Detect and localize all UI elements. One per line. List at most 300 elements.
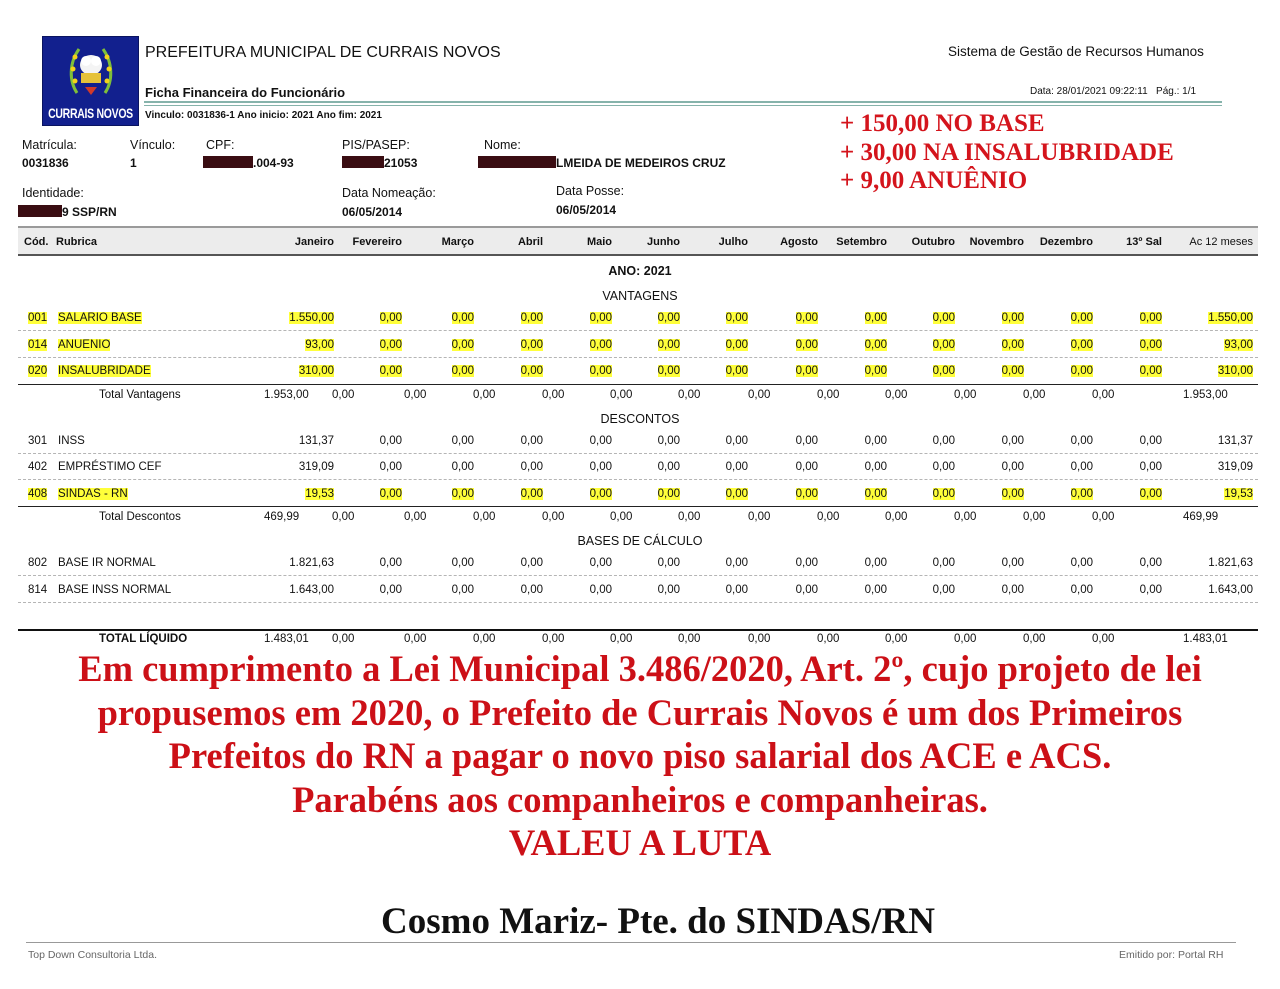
value-text: 0,00 <box>1139 487 1162 500</box>
note-line: + 30,00 NA INSALUBRIDADE <box>840 138 1174 166</box>
value-cell <box>817 312 887 324</box>
value-text: 0,00 <box>932 434 955 447</box>
value-cell <box>1183 312 1253 324</box>
value-cell <box>264 435 334 447</box>
row-code <box>28 488 47 500</box>
value-text: 0,00 <box>932 365 955 377</box>
value-cell <box>1023 633 1045 645</box>
value-cell <box>473 584 543 596</box>
value-cell <box>748 511 770 523</box>
value-cell <box>678 557 748 569</box>
value-text: 131,37 <box>298 434 334 447</box>
value-cell <box>542 633 564 645</box>
value-cell <box>885 435 955 447</box>
nome-label: Nome: <box>484 138 521 152</box>
value-text: 1.643,00 <box>289 583 334 596</box>
value-text: 0,00 <box>451 312 474 324</box>
value-text: 0,00 <box>542 633 565 645</box>
value-cell <box>885 312 955 324</box>
value-text: 0,00 <box>932 557 955 569</box>
value-cell <box>1183 389 1228 401</box>
value-cell <box>678 511 700 523</box>
year-title: ANO: 2021 <box>608 264 672 278</box>
value-text: 0,00 <box>473 511 496 523</box>
table-row <box>18 358 1258 384</box>
table-row <box>18 305 1258 331</box>
value-text: 0,00 <box>1070 312 1093 324</box>
section-title: BASES DE CÁLCULO <box>577 534 703 548</box>
value-cell <box>678 584 748 596</box>
value-text: 0,00 <box>1139 338 1162 351</box>
value-text: 0,00 <box>451 365 474 377</box>
value-cell <box>817 633 839 645</box>
value-cell <box>264 633 309 645</box>
col-header-rubrica: Rubrica <box>56 236 97 248</box>
value-text: 0,00 <box>404 388 427 401</box>
value-cell <box>1092 584 1162 596</box>
value-cell <box>404 435 474 447</box>
value-text: 1.550,00 <box>289 312 334 324</box>
value-text: 0,00 <box>451 338 474 351</box>
table-row <box>18 332 1258 358</box>
value-text: 0,00 <box>1139 461 1162 473</box>
value-text: 0,00 <box>1023 511 1046 523</box>
value-cell <box>542 557 612 569</box>
value-text: 319,09 <box>1217 461 1253 473</box>
value-cell <box>473 557 543 569</box>
value-cell <box>610 435 680 447</box>
value-cell <box>1183 461 1253 473</box>
value-text: 0,00 <box>748 388 771 401</box>
value-text: 0,00 <box>657 461 680 473</box>
value-text: 0,00 <box>379 583 402 596</box>
value-text: 469,99 <box>1183 511 1219 523</box>
value-cell <box>1092 633 1114 645</box>
value-cell <box>610 365 680 377</box>
value-text: 19,53 <box>1224 487 1253 500</box>
value-text: 0,00 <box>1139 312 1162 324</box>
value-cell <box>332 511 354 523</box>
pis-value <box>342 156 417 170</box>
page-number: Pág.: 1/1 <box>1156 86 1197 97</box>
value-text: 0,00 <box>657 557 680 569</box>
section-title: VANTAGENS <box>602 289 678 303</box>
vinculo-line: Vinculo: 0031836-1 Ano inicio: 2021 Ano fim: 2021 <box>145 110 382 121</box>
matricula-label: Matrícula: <box>22 138 77 152</box>
col-header-month: Junho <box>647 236 680 248</box>
value-text: 0,00 <box>1001 487 1024 500</box>
value-text: 0,00 <box>473 633 496 645</box>
value-text: 0,00 <box>1092 388 1115 401</box>
value-cell <box>542 365 612 377</box>
value-cell <box>264 557 334 569</box>
value-text: 0,00 <box>932 487 955 500</box>
value-text: 319,09 <box>298 461 334 473</box>
value-text: 0,00 <box>379 365 402 377</box>
value-text: 0,00 <box>748 511 771 523</box>
total-row <box>18 384 1258 408</box>
value-cell <box>954 365 1024 377</box>
posse-value: 06/05/2014 <box>556 203 617 217</box>
value-text: 0,00 <box>1092 511 1115 523</box>
value-text: 1.953,00 <box>264 388 309 401</box>
value-cell <box>678 488 748 500</box>
value-cell <box>610 557 680 569</box>
value-cell <box>1023 365 1093 377</box>
value-cell <box>817 584 887 596</box>
value-cell <box>404 339 474 351</box>
value-text: 0,00 <box>610 511 633 523</box>
row-code-text: 814 <box>28 583 48 596</box>
value-cell <box>542 312 612 324</box>
value-text: 0,00 <box>610 633 633 645</box>
row-code <box>28 365 47 377</box>
row-rubrica-text: ANUENIO <box>58 338 111 351</box>
row-rubrica <box>58 461 162 473</box>
nomeacao-label: Data Nomeação: <box>342 186 436 200</box>
value-text: 0,00 <box>1139 434 1162 447</box>
value-cell <box>332 488 402 500</box>
col-header-month: Maio <box>586 236 612 248</box>
value-cell <box>817 389 839 401</box>
value-cell <box>1183 511 1218 523</box>
redaction-mark <box>478 156 556 168</box>
value-text: 0,00 <box>1001 461 1024 473</box>
value-text: 0,00 <box>657 583 680 596</box>
value-text: 0,00 <box>748 633 771 645</box>
value-cell <box>954 488 1024 500</box>
value-text: 0,00 <box>451 583 474 596</box>
value-text: 0,00 <box>864 312 887 324</box>
value-cell <box>748 339 818 351</box>
value-cell <box>264 312 334 324</box>
value-cell <box>954 461 1024 473</box>
value-cell <box>1183 488 1253 500</box>
value-text: 0,00 <box>885 633 908 645</box>
value-cell <box>1023 557 1093 569</box>
value-text: 0,00 <box>795 461 818 473</box>
value-cell <box>610 389 632 401</box>
value-text: 0,00 <box>589 365 612 377</box>
value-text: 0,00 <box>725 312 748 324</box>
note-line: + 150,00 NO BASE <box>840 110 1045 137</box>
message-line: Prefeitos do RN a pagar o novo piso salarial dos ACE e ACS. <box>168 735 1112 776</box>
value-cell <box>678 461 748 473</box>
value-text: 0,00 <box>379 312 402 324</box>
value-text: 0,00 <box>1139 583 1162 596</box>
value-text: 310,00 <box>298 365 334 377</box>
value-cell <box>885 557 955 569</box>
value-text: 0,00 <box>1070 434 1093 447</box>
value-text: 0,00 <box>725 365 748 377</box>
value-cell <box>404 511 426 523</box>
value-cell <box>1092 488 1162 500</box>
value-cell <box>1023 389 1045 401</box>
value-text: 1.550,00 <box>1208 312 1253 324</box>
value-text: 0,00 <box>379 461 402 473</box>
table-row <box>18 577 1258 603</box>
value-cell <box>264 461 334 473</box>
value-cell <box>954 633 976 645</box>
value-text: 0,00 <box>725 461 748 473</box>
salary-increase-note <box>840 110 1174 196</box>
value-text: 0,00 <box>795 338 818 351</box>
value-cell <box>542 339 612 351</box>
value-cell <box>748 488 818 500</box>
value-text: 0,00 <box>725 557 748 569</box>
value-cell <box>404 312 474 324</box>
row-code-text: 014 <box>28 338 48 351</box>
value-text: 0,00 <box>795 365 818 377</box>
value-text: 0,00 <box>864 583 887 596</box>
value-cell <box>1092 365 1162 377</box>
value-text: 19,53 <box>305 487 334 500</box>
col-header-code: Cód. <box>24 236 49 248</box>
value-cell <box>817 557 887 569</box>
value-cell <box>473 488 543 500</box>
value-cell <box>954 511 976 523</box>
table-row <box>18 454 1258 480</box>
value-cell <box>1023 488 1093 500</box>
value-text: 0,00 <box>520 365 543 377</box>
table-row <box>18 428 1258 454</box>
value-cell <box>1183 584 1253 596</box>
value-text: 0,00 <box>795 434 818 447</box>
value-text: 93,00 <box>305 338 334 351</box>
value-cell <box>1023 584 1093 596</box>
value-text: 0,00 <box>954 388 977 401</box>
value-cell <box>817 365 887 377</box>
value-text: 0,00 <box>725 583 748 596</box>
value-cell <box>264 339 334 351</box>
table-row <box>18 550 1258 576</box>
value-text: 0,00 <box>332 633 355 645</box>
cpf-visible-part: .004-93 <box>253 156 294 170</box>
value-cell <box>885 339 955 351</box>
value-text: 0,00 <box>379 338 402 351</box>
value-text: 0,00 <box>885 388 908 401</box>
value-text: 0,00 <box>589 557 612 569</box>
value-cell <box>332 557 402 569</box>
value-text: 0,00 <box>864 487 887 500</box>
value-cell <box>678 435 748 447</box>
value-cell <box>542 584 612 596</box>
value-cell <box>885 461 955 473</box>
value-cell <box>404 557 474 569</box>
value-cell <box>678 339 748 351</box>
value-cell <box>332 339 402 351</box>
value-text: 0,00 <box>795 583 818 596</box>
row-code-text: 020 <box>28 365 48 377</box>
value-cell <box>332 435 402 447</box>
value-text: 310,00 <box>1217 365 1253 377</box>
row-code <box>28 435 47 447</box>
value-text: 0,00 <box>332 388 355 401</box>
value-cell <box>748 389 770 401</box>
org-name: PREFEITURA MUNICIPAL DE CURRAIS NOVOS <box>145 44 501 61</box>
value-cell <box>542 511 564 523</box>
pis-label: PIS/PASEP: <box>342 138 410 152</box>
total-label: Total Vantagens <box>99 388 181 401</box>
value-text: 0,00 <box>864 434 887 447</box>
value-text: 0,00 <box>404 511 427 523</box>
value-text: 0,00 <box>795 487 818 500</box>
value-text: 0,00 <box>1070 461 1093 473</box>
value-text: 1.821,63 <box>289 557 334 569</box>
redaction-mark <box>203 156 253 168</box>
value-text: 0,00 <box>657 338 680 351</box>
value-text: 131,37 <box>1217 434 1253 447</box>
value-cell <box>954 584 1024 596</box>
value-cell <box>1023 461 1093 473</box>
value-cell <box>264 389 309 401</box>
system-name: Sistema de Gestão de Recursos Humanos <box>948 44 1204 59</box>
section-title: DESCONTOS <box>600 411 680 426</box>
value-text: 0,00 <box>1023 388 1046 401</box>
value-text: 0,00 <box>589 312 612 324</box>
value-text: 0,00 <box>1001 365 1024 377</box>
value-cell <box>542 435 612 447</box>
value-text: 1.483,01 <box>264 633 309 645</box>
value-cell <box>610 511 632 523</box>
value-text: 0,00 <box>451 461 474 473</box>
posse-label: Data Posse: <box>556 184 625 198</box>
value-cell <box>264 584 334 596</box>
value-cell <box>817 488 887 500</box>
value-text: 0,00 <box>589 583 612 596</box>
row-code-text: 802 <box>28 557 48 569</box>
value-text: 0,00 <box>817 511 840 523</box>
logo-caption: CURRAIS NOVOS <box>48 105 133 123</box>
row-rubrica <box>58 365 151 377</box>
row-rubrica-text: BASE INSS NORMAL <box>58 583 172 596</box>
value-text: 93,00 <box>1224 338 1253 351</box>
value-cell <box>817 339 887 351</box>
col-header-month: Novembro <box>969 236 1024 248</box>
value-text: 0,00 <box>932 338 955 351</box>
value-text: 469,99 <box>264 511 300 523</box>
row-code <box>28 584 47 596</box>
value-text: 0,00 <box>1001 583 1024 596</box>
message-line: propusemos em 2020, o Prefeito de Currais Novos é um dos Primeiros <box>97 691 1183 733</box>
value-cell <box>610 312 680 324</box>
value-text: 0,00 <box>520 487 543 500</box>
value-text: 0,00 <box>954 633 977 645</box>
value-cell <box>1183 365 1253 377</box>
coat-of-arms-icon <box>67 43 115 99</box>
value-text: 0,00 <box>1070 338 1093 351</box>
row-rubrica-text: INSALUBRIDADE <box>58 365 151 377</box>
value-text: 1.643,00 <box>1208 583 1253 596</box>
identidade-visible-part: 9 SSP/RN <box>62 205 117 219</box>
value-text: 0,00 <box>589 434 612 447</box>
row-rubrica-text: INSS <box>58 434 85 447</box>
value-cell <box>332 389 354 401</box>
value-cell <box>332 584 402 596</box>
row-code <box>28 461 47 473</box>
value-cell <box>473 312 543 324</box>
value-text: 0,00 <box>1070 365 1093 377</box>
value-text: 0,00 <box>520 338 543 351</box>
note-line: + 9,00 ANUÊNIO <box>840 167 1028 194</box>
value-text: 0,00 <box>885 511 908 523</box>
announcement-message <box>20 647 1260 865</box>
value-text: 0,00 <box>451 557 474 569</box>
value-cell <box>1183 435 1253 447</box>
footer-issuer: Emitido por: Portal RH <box>1119 949 1224 961</box>
value-cell <box>885 365 955 377</box>
value-cell <box>1092 461 1162 473</box>
redaction-mark <box>18 205 62 217</box>
value-cell <box>678 312 748 324</box>
value-cell <box>542 488 612 500</box>
value-text: 0,00 <box>589 487 612 500</box>
value-text: 0,00 <box>954 511 977 523</box>
value-text: 0,00 <box>332 511 355 523</box>
value-cell <box>1092 312 1162 324</box>
table-row <box>18 481 1258 507</box>
value-cell <box>473 633 495 645</box>
value-cell <box>473 365 543 377</box>
value-cell <box>404 461 474 473</box>
row-rubrica-text: SINDAS - RN <box>58 487 128 500</box>
value-cell <box>748 557 818 569</box>
nome-visible-part: LMEIDA DE MEDEIROS CRUZ <box>556 156 726 170</box>
total-label: Total Descontos <box>99 511 181 523</box>
value-text: 0,00 <box>725 338 748 351</box>
value-cell <box>954 435 1024 447</box>
value-text: 0,00 <box>610 388 633 401</box>
value-text: 0,00 <box>1139 365 1162 377</box>
identidade-label: Identidade: <box>22 186 84 200</box>
value-text: 0,00 <box>657 487 680 500</box>
value-text: 0,00 <box>657 365 680 377</box>
value-cell <box>332 633 354 645</box>
value-cell <box>332 365 402 377</box>
value-cell <box>748 312 818 324</box>
value-cell <box>1183 557 1253 569</box>
col-header-month: Setembro <box>836 236 887 248</box>
value-text: 1.483,01 <box>1183 633 1228 645</box>
value-cell <box>678 365 748 377</box>
value-text: 1.953,00 <box>1183 388 1228 401</box>
row-rubrica <box>58 435 85 447</box>
value-text: 0,00 <box>678 388 701 401</box>
value-text: 0,00 <box>932 583 955 596</box>
value-cell <box>264 511 299 523</box>
value-text: 0,00 <box>1001 338 1024 351</box>
row-rubrica <box>58 584 171 596</box>
value-cell <box>404 584 474 596</box>
value-text: 0,00 <box>542 388 565 401</box>
col-header-month: Ac 12 meses <box>1189 236 1253 248</box>
vinculo-label: Vínculo: <box>130 138 176 152</box>
value-cell <box>1092 389 1114 401</box>
value-cell <box>1183 339 1253 351</box>
row-code <box>28 557 47 569</box>
value-cell <box>954 312 1024 324</box>
value-text: 0,00 <box>678 511 701 523</box>
value-text: 0,00 <box>1092 633 1115 645</box>
value-cell <box>1092 557 1162 569</box>
value-cell <box>817 511 839 523</box>
value-text: 0,00 <box>678 633 701 645</box>
value-cell <box>748 461 818 473</box>
value-text: 0,00 <box>817 388 840 401</box>
value-text: 0,00 <box>932 312 955 324</box>
value-cell <box>404 365 474 377</box>
value-text: 0,00 <box>520 557 543 569</box>
